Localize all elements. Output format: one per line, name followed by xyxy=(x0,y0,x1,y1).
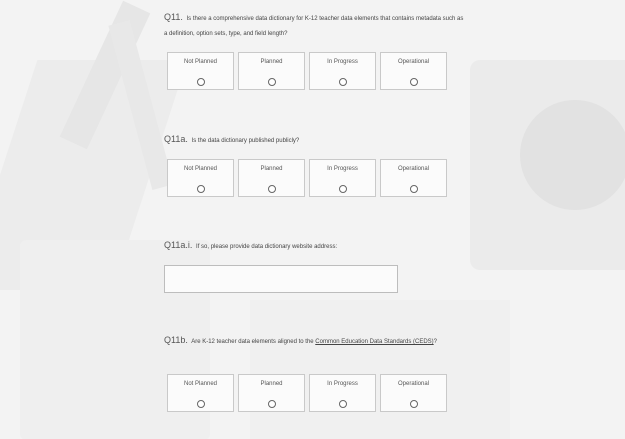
option-label: Planned xyxy=(260,59,283,65)
question-q11-title xyxy=(164,10,464,42)
question-number: Q11. xyxy=(164,12,183,22)
option-operational[interactable] xyxy=(380,374,447,412)
option-planned[interactable] xyxy=(238,159,305,197)
question-text: Are K-12 teacher data elements aligned to the xyxy=(191,339,316,345)
website-address-input[interactable] xyxy=(164,265,398,293)
option-not-planned[interactable] xyxy=(167,159,234,197)
radio-button[interactable] xyxy=(339,400,347,408)
radio-button[interactable] xyxy=(339,185,347,193)
question-q11a-title xyxy=(164,132,464,149)
option-label: Operational xyxy=(397,166,430,172)
option-label: Planned xyxy=(260,166,283,172)
radio-button[interactable] xyxy=(339,78,347,86)
option-not-planned[interactable] xyxy=(167,374,234,412)
radio-button[interactable] xyxy=(197,78,205,86)
radio-button[interactable] xyxy=(410,78,418,86)
option-label: Operational xyxy=(397,381,430,387)
option-in-progress[interactable] xyxy=(309,159,376,197)
option-operational[interactable] xyxy=(380,52,447,90)
option-label: Planned xyxy=(260,381,283,387)
option-in-progress[interactable] xyxy=(309,52,376,90)
question-text-end: ? xyxy=(433,339,438,345)
radio-button[interactable] xyxy=(268,78,276,86)
question-text: Is the data dictionary published publicly? xyxy=(191,138,300,144)
option-label: In Progress xyxy=(327,59,358,65)
option-planned[interactable] xyxy=(238,52,305,90)
option-label: Not Planned xyxy=(183,166,218,172)
question-q11b-title xyxy=(164,333,464,350)
ceds-link[interactable]: Common Education Data Standards (CEDS) xyxy=(315,339,434,345)
radio-button[interactable] xyxy=(197,400,205,408)
option-label: In Progress xyxy=(327,166,358,172)
question-q11-choices xyxy=(167,52,447,90)
option-operational[interactable] xyxy=(380,159,447,197)
option-label: Not Planned xyxy=(183,381,218,387)
radio-button[interactable] xyxy=(268,185,276,193)
question-q11a-choices xyxy=(167,159,447,197)
radio-button[interactable] xyxy=(197,185,205,193)
option-label: In Progress xyxy=(327,381,358,387)
radio-button[interactable] xyxy=(410,185,418,193)
option-label: Operational xyxy=(397,59,430,65)
question-q11ai-title xyxy=(164,238,464,255)
question-q11b-choices xyxy=(167,374,447,412)
question-text: Is there a comprehensive data dictionary for K-12 teacher data elements that contains metadata such as a definition, option sets, type, and field length? xyxy=(164,16,464,37)
option-not-planned[interactable] xyxy=(167,52,234,90)
option-in-progress[interactable] xyxy=(309,374,376,412)
question-number: Q11a. xyxy=(164,134,188,144)
question-number: Q11a.i. xyxy=(164,240,193,250)
radio-button[interactable] xyxy=(410,400,418,408)
radio-button[interactable] xyxy=(268,400,276,408)
option-label: Not Planned xyxy=(183,59,218,65)
option-planned[interactable] xyxy=(238,374,305,412)
question-number: Q11b. xyxy=(164,335,188,345)
question-text: If so, please provide data dictionary website address: xyxy=(196,244,338,250)
